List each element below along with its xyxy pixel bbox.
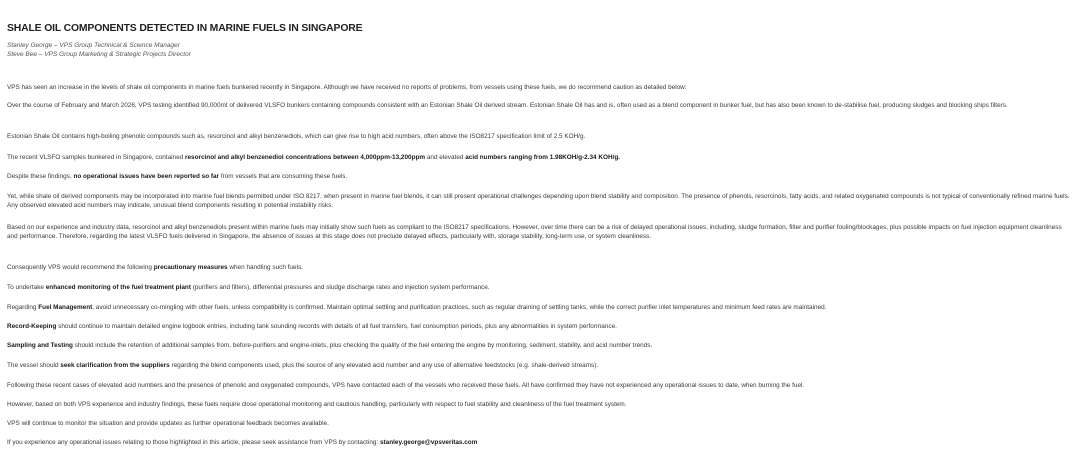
article-paragraph (7, 133, 1072, 142)
text-run: Consequently VPS would recommend the following (7, 264, 154, 271)
article-paragraph (7, 193, 1072, 210)
article-paragraph (7, 420, 1072, 429)
bold-text: no operational issues have been reported so far (73, 173, 220, 180)
text-run: If you experience any operational issues relating to those highlighted in this article, please seek assistance from VPS by contacting: (7, 439, 380, 446)
text-run: VPS will continue to monitor the situation and provide updates as further operational feedback becomes available. (7, 420, 329, 427)
text-run: Despite these findings, (7, 173, 74, 180)
text-run: (purifiers and filters), differential pressures and sludge discharge rates and injection system performance. (190, 284, 490, 291)
bold-text: resorcinol and alkyl benzenediol concentrations between 4,000ppm-13,200ppm (184, 154, 426, 161)
text-run: when handling such fuels: (227, 264, 303, 271)
article-paragraph (7, 342, 1072, 351)
text-run: , avoid unnecessary co-mingling with other fuels, unless compatibility is confirmed. Maintain optimal settling and purification practices, such as regular draining of settling tanks, while the correct purifier inlet temperatures and minimum feed rates are maintained. (92, 304, 827, 311)
text-run: from vessels that are consuming these fuels. (219, 173, 348, 180)
article-paragraph (7, 264, 1072, 273)
text-run: Following these recent cases of elevated acid numbers and the presence of phenolic and oxygenated compounds, VPS have contacted each of the vessels who received these fuels. All have confirmed they have not experienced any operational issues to date, when burning the fuel. (7, 382, 805, 389)
bold-text: acid numbers ranging from 1.98KOH/g-2.34 KOH/g. (465, 154, 621, 161)
article-paragraph (7, 362, 1072, 371)
text-run: The vessel should (7, 362, 61, 369)
article-paragraph (7, 224, 1072, 241)
text-run: Yet, while shale oil derived components may be incorporated into marine fuel blends permitted under ISO 8217, when present in marine fuel blends, it can still present operational challenges depending upon blend stability and composition. The presence of phenols, resorcinols, fatty acids, and related oxygenated compounds is not typical of conventionally refined marine fuels. Any observed elevated acid numbers may indicate, unusual blend components resulting in potential instability risks. (7, 193, 1070, 209)
text-run: To undertake (7, 284, 46, 291)
article-paragraph (7, 284, 1072, 293)
author-line: Stanley George – VPS Group Technical & Science Manager (7, 42, 180, 49)
text-run: VPS has seen an increase in the levels of shale oil components in marine fuels bunkered recently in Singapore. Although we have received no reports of problems, from vessels using these fuels, we do recommend caution as detailed below: (7, 84, 687, 91)
article-title: SHALE OIL COMPONENTS DETECTED IN MARINE FUELS IN SINGAPORE (7, 23, 363, 34)
bold-text: Sampling and Testing (7, 342, 73, 349)
text-run: should continue to maintain detailed engine logbook entries, including tank sounding records with details of all fuel transfers, fuel consumption periods, plus any abnormalities in system performance. (56, 323, 617, 330)
text-run: Estonian Shale Oil contains high-boiling phenolic compounds such as, resorcinol and alkyl benzenediols, which can give rise to high acid numbers, often above the ISO8217 specification limit of 2.5 KOH/g. (7, 133, 586, 140)
bold-text: stanley.george@vpsveritas.com (380, 439, 478, 446)
article-paragraph (7, 401, 1072, 410)
text-run: should include the retention of additional samples from, before-purifiers and engine-inlets, plus checking the quality of the fuel entering the engine by monitoring, sediment, stability, and acid number trends. (72, 342, 653, 349)
article-paragraph (7, 102, 1072, 111)
article-paragraph (7, 382, 1072, 391)
article-paragraph (7, 439, 1072, 448)
bold-text: Record-Keeping (7, 323, 57, 330)
text-run: Over the course of February and March 2026, VPS testing identified 90,000mt of delivered VLSFO bunkers containing compounds consistent with an Estonian Shale Oil derived stream. Estonian Shale Oil has and is, often used as a blend component in bunker fuel, but has also been known to de-stabilise fuel, producing sludges and blocking ships filters. (7, 102, 1008, 109)
bold-text: seek clarification from the suppliers (60, 362, 170, 369)
author-line: Steve Bee – VPS Group Marketing & Strategic Projects Director (7, 50, 191, 58)
author-block (7, 42, 1073, 59)
text-run: However, based on both VPS experience and industry findings, these fuels require close operational monitoring and cautious handling, particularly with respect to fuel stability and cleanliness of the fuel treatment system. (7, 401, 627, 408)
article-paragraph (7, 304, 1072, 313)
text-run: and elevated (425, 154, 466, 161)
text-run: The recent VLSFO samples bunkered in Singapore, contained (7, 154, 185, 161)
bold-text: precautionary measures (153, 264, 228, 271)
bold-text: enhanced monitoring of the fuel treatment plant (45, 284, 191, 291)
text-run: Regarding (7, 304, 39, 311)
text-run: regarding the blend components used, plus the source of any elevated acid number and any use of alternative feedstocks (e.g. shale-derived streams). (169, 362, 599, 369)
article-paragraph (7, 323, 1072, 332)
article-paragraph (7, 84, 1072, 93)
text-run: Based on our experience and industry data, resorcinol and alkyl benzenediols present within marine fuels may initially show such fuels as compliant to the ISO8217 specifications. However, over time there can be a risk of delayed operational issues, including, sludge formation, filter and purifier fouling/blockages, plus possible impacts on fuel injection equipment cleanliness and performance. Therefore, regarding the latest VLSFO fuels delivered in Singapore, the absence of issues at this stage does not preclude delayed effects, particularly with, storage stability, long-term use, or system cleanliness. (7, 224, 1062, 240)
bold-text: Fuel Management (38, 304, 93, 311)
article-paragraph (7, 154, 1072, 163)
article-paragraph (7, 173, 1072, 182)
